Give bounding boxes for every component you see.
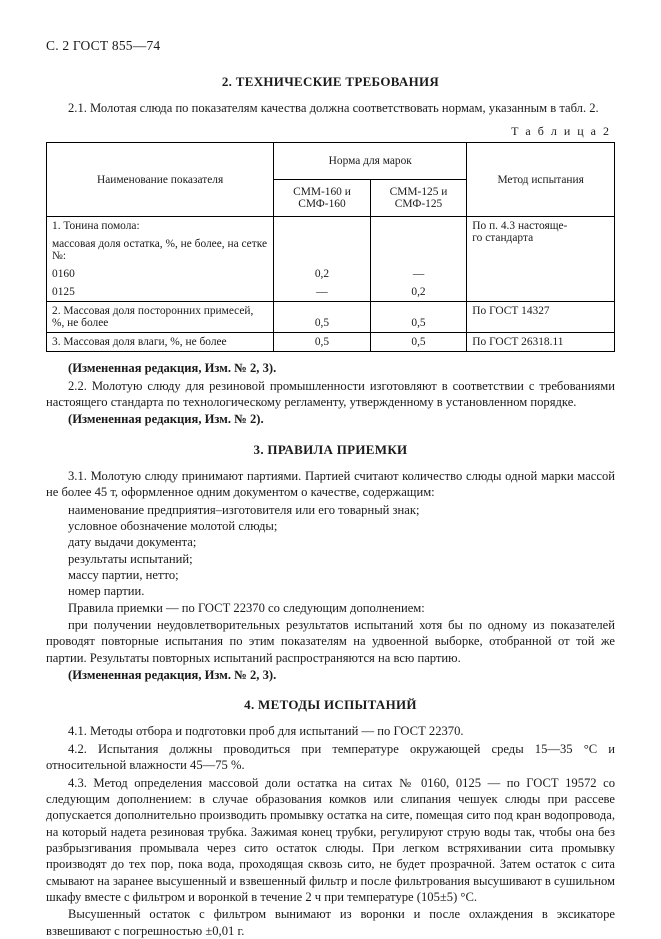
cell-method: По ГОСТ 14327	[467, 302, 615, 333]
list-item: наименование предприятия–изготовителя или его товарный знак;	[68, 502, 420, 517]
header-method: Метод испытания	[467, 143, 615, 217]
header-norm-125	[370, 180, 467, 217]
section-title-2: 2. ТЕХНИЧЕСКИЕ ТРЕБОВАНИЯ	[221, 74, 440, 89]
paragraph-retest: при получении неудовлетворительных результатов испытаний хотя бы по одному из показателей проводят повторные испытания по этим показателям на удвоенной выборке, отобранной от той же партии. Результаты повторных испытаний распространяются на всю партию.	[46, 618, 615, 665]
header-norm-160	[274, 180, 371, 217]
list-item: номер партии.	[68, 584, 145, 599]
paragraph-3-1: 3.1. Молотую слюду принимают партиями. Партией считают количество слюды одной марки массой не более 45 т, оформленное одним документом о качестве, содержащим:	[46, 468, 615, 500]
cell-norm-160: 0,5	[274, 302, 371, 333]
standard-designation: ГОСТ 855—74	[72, 38, 161, 53]
cell-norm-160: 0,5	[274, 333, 371, 352]
table-header-row-1	[47, 143, 615, 180]
cell-norm-160: —	[274, 283, 371, 302]
section-title-4: 4. МЕТОДЫ ИСПЫТАНИЙ	[244, 697, 417, 713]
cell-norm-160	[274, 217, 371, 236]
list-item: дату выдачи документа;	[68, 535, 197, 550]
header-norm-160-line1: СММ-160 и	[293, 186, 351, 199]
table-caption: Т а б л и ц а 2	[511, 124, 611, 139]
paragraph-4-1: 4.1. Методы отбора и подготовки проб для испытаний — по ГОСТ 22370.	[68, 724, 464, 739]
list-item: массу партии, нетто;	[68, 567, 179, 582]
list-item: условное обозначение молотой слюды;	[68, 518, 278, 533]
cell-name: 2. Массовая доля посторонних примесей, %, не более	[47, 302, 274, 333]
header-norm-125-line2: СМФ-125	[394, 198, 443, 211]
header-name: Наименование показателя	[47, 143, 274, 217]
header-norm-group: Норма для марок	[274, 143, 467, 180]
paragraph-4-3: 4.3. Метод определения массовой доли остатка на ситах № 0160, 0125 — по ГОСТ 19572 со следующим дополнением: в случае образования комков или слипания чешуек слюды при рассеве допускается дополнительно производить промывку остатка на сите, помещая сито под кран водопровода, на который надета резиновая трубка. Зажимая конец трубки, регулируют струю воды так, чтобы она без разбрызгивания промывала через сито остаток слюды. При легком встряхивании сита промывку производят до тех пор, пока вода, проходящая сквозь сито, не будет прозрачной. Затем остаток с сита смывают на заранее высушенный и взвешенный фильтр и после фильтрования высушивают в сушильном шкафу вместе с фильтром и воронкой в течение 2 ч при температуре (105±5) °С.	[46, 775, 615, 905]
cell-name: 0160	[47, 265, 274, 283]
paragraph-acceptance-rules: Правила приемки — по ГОСТ 22370 со следующим дополнением:	[68, 600, 425, 615]
paragraph-2-2: 2.2. Молотую слюду для резиновой промышленности изготовляют в соответствии с требованиями настоящего стандарта по технологическому регламенту, утвержденному в установленном порядке.	[46, 378, 615, 410]
table-row	[47, 302, 615, 333]
cell-name: массовая доля остатка, %, не более, на сетке №:	[47, 235, 274, 265]
cell-method: По ГОСТ 26318.11	[467, 333, 615, 352]
cell-name: 1. Тонина помола:	[47, 217, 274, 236]
revision-note-2: (Измененная редакция, Изм. № 2).	[68, 412, 264, 427]
cell-method-line2: го стандарта	[472, 232, 534, 245]
revision-note-1: (Измененная редакция, Изм. № 2, 3).	[68, 361, 277, 376]
paragraph-4-2: 4.2. Испытания должны проводиться при температуре окружающей среды 15—35 °С и относительной влажности 45—75 %.	[46, 741, 615, 773]
spec-table	[46, 142, 615, 352]
table-row	[47, 333, 615, 352]
cell-name: 3. Массовая доля влаги, %, не более	[47, 333, 274, 352]
paragraph-2-1: 2.1. Молотая слюда по показателям качества должна соответствовать нормам, указанным в табл. 2.	[68, 101, 599, 115]
cell-norm-125: 0,2	[370, 283, 467, 302]
section-title-3: 3. ПРАВИЛА ПРИЕМКИ	[253, 441, 408, 457]
table-row	[47, 217, 615, 236]
cell-norm-125: —	[370, 265, 467, 283]
paragraph-4-3-cont: Высушенный остаток с фильтром вынимают из воронки и после охлаждения в эксикаторе взвешивают с погрешностью ±0,01 г.	[46, 907, 615, 938]
cell-norm-160	[274, 235, 371, 265]
cell-norm-125	[370, 235, 467, 265]
cell-norm-125	[370, 217, 467, 236]
header-norm-160-line2: СМФ-160	[298, 198, 346, 211]
list-item: результаты испытаний;	[68, 551, 193, 566]
cell-norm-160: 0,2	[274, 265, 371, 283]
page-number: С. 2	[46, 38, 70, 53]
cell-norm-125: 0,5	[370, 302, 467, 333]
page-header	[46, 38, 615, 54]
spec-table-wrapper	[46, 142, 615, 352]
cell-norm-125: 0,5	[370, 333, 467, 352]
header-norm-125-line1: СММ-125 и	[389, 186, 448, 199]
revision-note-3: (Измененная редакция, Изм. № 2, 3).	[68, 668, 277, 683]
cell-method-line1: По п. 4.3 настояще-	[472, 220, 568, 233]
cell-name: 0125	[47, 283, 274, 302]
cell-method	[467, 217, 615, 302]
